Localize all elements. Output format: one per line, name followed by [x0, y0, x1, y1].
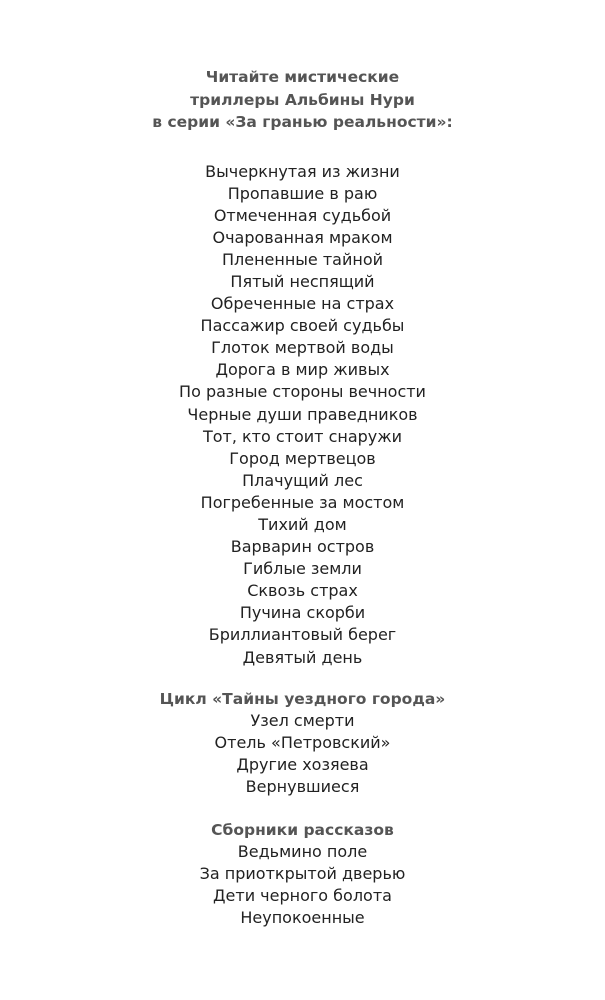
book-title: Отмеченная судьбой [213, 205, 392, 225]
book-title: Ведьмино поле [237, 842, 368, 862]
collections-heading: Сборники рассказов [211, 820, 394, 839]
book-title: Варварин остров [230, 537, 375, 557]
book-title: Сквозь страх [247, 581, 358, 601]
book-title: Глоток мертвой воды [211, 338, 394, 358]
book-title: Обреченные на страх [210, 294, 395, 314]
book-title: Тихий дом [258, 515, 347, 534]
book-title: Черные души праведников [187, 404, 418, 424]
book-title: Пучина скорби [239, 603, 366, 623]
book-title: Пятый неспящий [230, 271, 375, 291]
book-title: Плененные тайной [221, 249, 384, 269]
intro-line: в серии «За гранью реальности»: [152, 113, 453, 131]
book-title: Тот, кто стоит снаружи [202, 426, 403, 446]
book-title: Вернувшиеся [245, 777, 360, 797]
collections-book-list [0, 841, 605, 929]
intro-heading [0, 66, 605, 134]
book-title: Вычеркнутая из жизни [205, 161, 400, 181]
book-title: Отель «Петровский» [214, 733, 391, 753]
book-list-page [0, 66, 605, 929]
book-title: Очарованная мраком [212, 227, 393, 247]
book-title: Дети черного болота [213, 886, 392, 906]
cycle-heading: Цикл «Тайны уездного города» [159, 689, 446, 708]
book-title: Неупокоенные [240, 908, 365, 928]
book-title: Плачущий лес [242, 470, 363, 490]
book-title: Дорога в мир живых [215, 360, 390, 380]
book-title: Погребенные за мостом [200, 492, 405, 512]
cycle-book-list [0, 710, 605, 798]
book-title: Гиблые земли [243, 559, 362, 579]
book-title: За приоткрытой дверью [199, 864, 406, 884]
book-title: Бриллиантовый берег [208, 625, 397, 645]
book-title: Город мертвецов [229, 448, 376, 468]
book-title: Пропавшие в раю [227, 183, 378, 203]
book-title: Девятый день [242, 647, 363, 667]
series-book-list [0, 161, 605, 669]
book-title: Другие хозяева [236, 755, 369, 775]
intro-line: Читайте мистические [205, 68, 400, 86]
book-title: Узел смерти [250, 711, 355, 731]
book-title: По разные стороны вечности [179, 382, 426, 402]
book-title: Пассажир своей судьбы [200, 316, 405, 336]
intro-line: триллеры Альбины Нури [190, 90, 415, 109]
